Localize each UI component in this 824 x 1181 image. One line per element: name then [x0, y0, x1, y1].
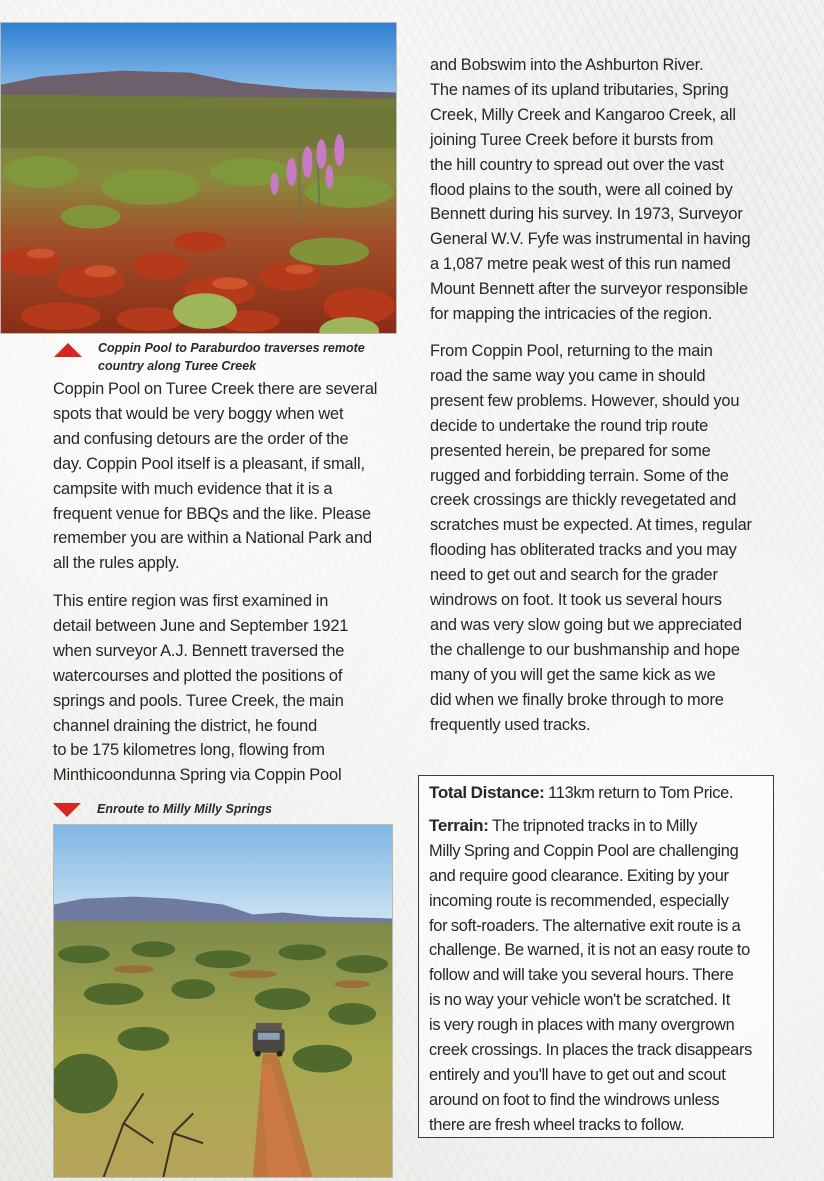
- body-paragraph-left-2: This entire region was first examined in detail between June and September 1921 when surveyor A.J. Bennett traversed the watercourses and plotted the positions of springs and pools. Turee Creek, the main channel draining the district, he found to be 175 kilometres long, flowing from Minthicoondunna Spring via Coppin Pool: [53, 592, 349, 785]
- caption-coppin-pool: [98, 339, 398, 375]
- terrain-text: The tripnoted tracks in to Milly: [488, 816, 698, 835]
- body-paragraph-left-1: Coppin Pool on Turee Creek there are several spots that would be very boggy when wet and confusing detours are the order of the day. Coppin Pool itself is a pleasant, if small, campsite with much evidence that it is a frequent venue for BBQs and the like. Please remember you are within a National Park and all the rules apply.: [53, 380, 378, 573]
- distance-value: 113km return to Tom Price.: [544, 784, 734, 802]
- caption-milly-milly: [97, 800, 397, 818]
- total-distance: [429, 781, 773, 806]
- photo-vehicle-on-track: [53, 824, 393, 1178]
- caption-line: Enroute to Milly Milly Springs: [97, 802, 273, 816]
- caption-line: country along Turee Creek: [98, 359, 257, 373]
- caption-up-triangle-icon: [54, 343, 82, 357]
- body-paragraph-right-2: From Coppin Pool, returning to the main road the same way you came in should present few problems. However, should you decide to undertake the round trip route presented herein, be prepared for some rugged and forbidding terrain. Some of the creek crossings are thickly revegetated and scratches must be expected. At times, regular flooding has obliterated tracks and you may need to get out and search for the grader windrows on foot. It took us several hours and was very slow going but we appreciated the challenge to our bushmanship and hope many of you will get the same kick as we did when we finally broke through to more frequently used tracks.: [430, 342, 752, 734]
- body-paragraph-right-1: and Bobswim into the Ashburton River. The names of its upland tributaries, Spring Creek, Milly Creek and Kangaroo Creek, all joining Turee Creek before it bursts from the hill country to spread out over the vast flood plains to the south, were all coined by Bennett during his survey. In 1973, Surveyor General W.V. Fyfe was instrumental in having a 1,087 metre peak west of this run named Mount Bennett after the surveyor responsible for mapping the intricacies of the region.: [430, 56, 751, 324]
- caption-line: Coppin Pool to Paraburdoo traverses remote: [98, 341, 365, 355]
- caption-down-triangle-icon: [53, 803, 81, 817]
- terrain-label: Terrain:: [429, 815, 489, 835]
- distance-label: Total Distance:: [429, 783, 545, 802]
- photo-outback-red-rocks: [0, 22, 397, 334]
- terrain-description: Terrain: The tripnoted tracks in to Milly Milly Spring and Coppin Pool are challenging and require good clearance. Exiting by your incoming route is recommended, especially for soft-roaders. The alternative exit route is a challenge. Be warned, it is not an easy route to follow and will take you several hours. There is no way your vehicle won't be scratched. It is very rough in places with many overgrown creek crossings. In places the track disappears entirely and you'll have to get out and scout around on foot to find the windrows unless there are fresh wheel tracks to follow.: [429, 815, 753, 1134]
- trip-info-box: [418, 775, 774, 1138]
